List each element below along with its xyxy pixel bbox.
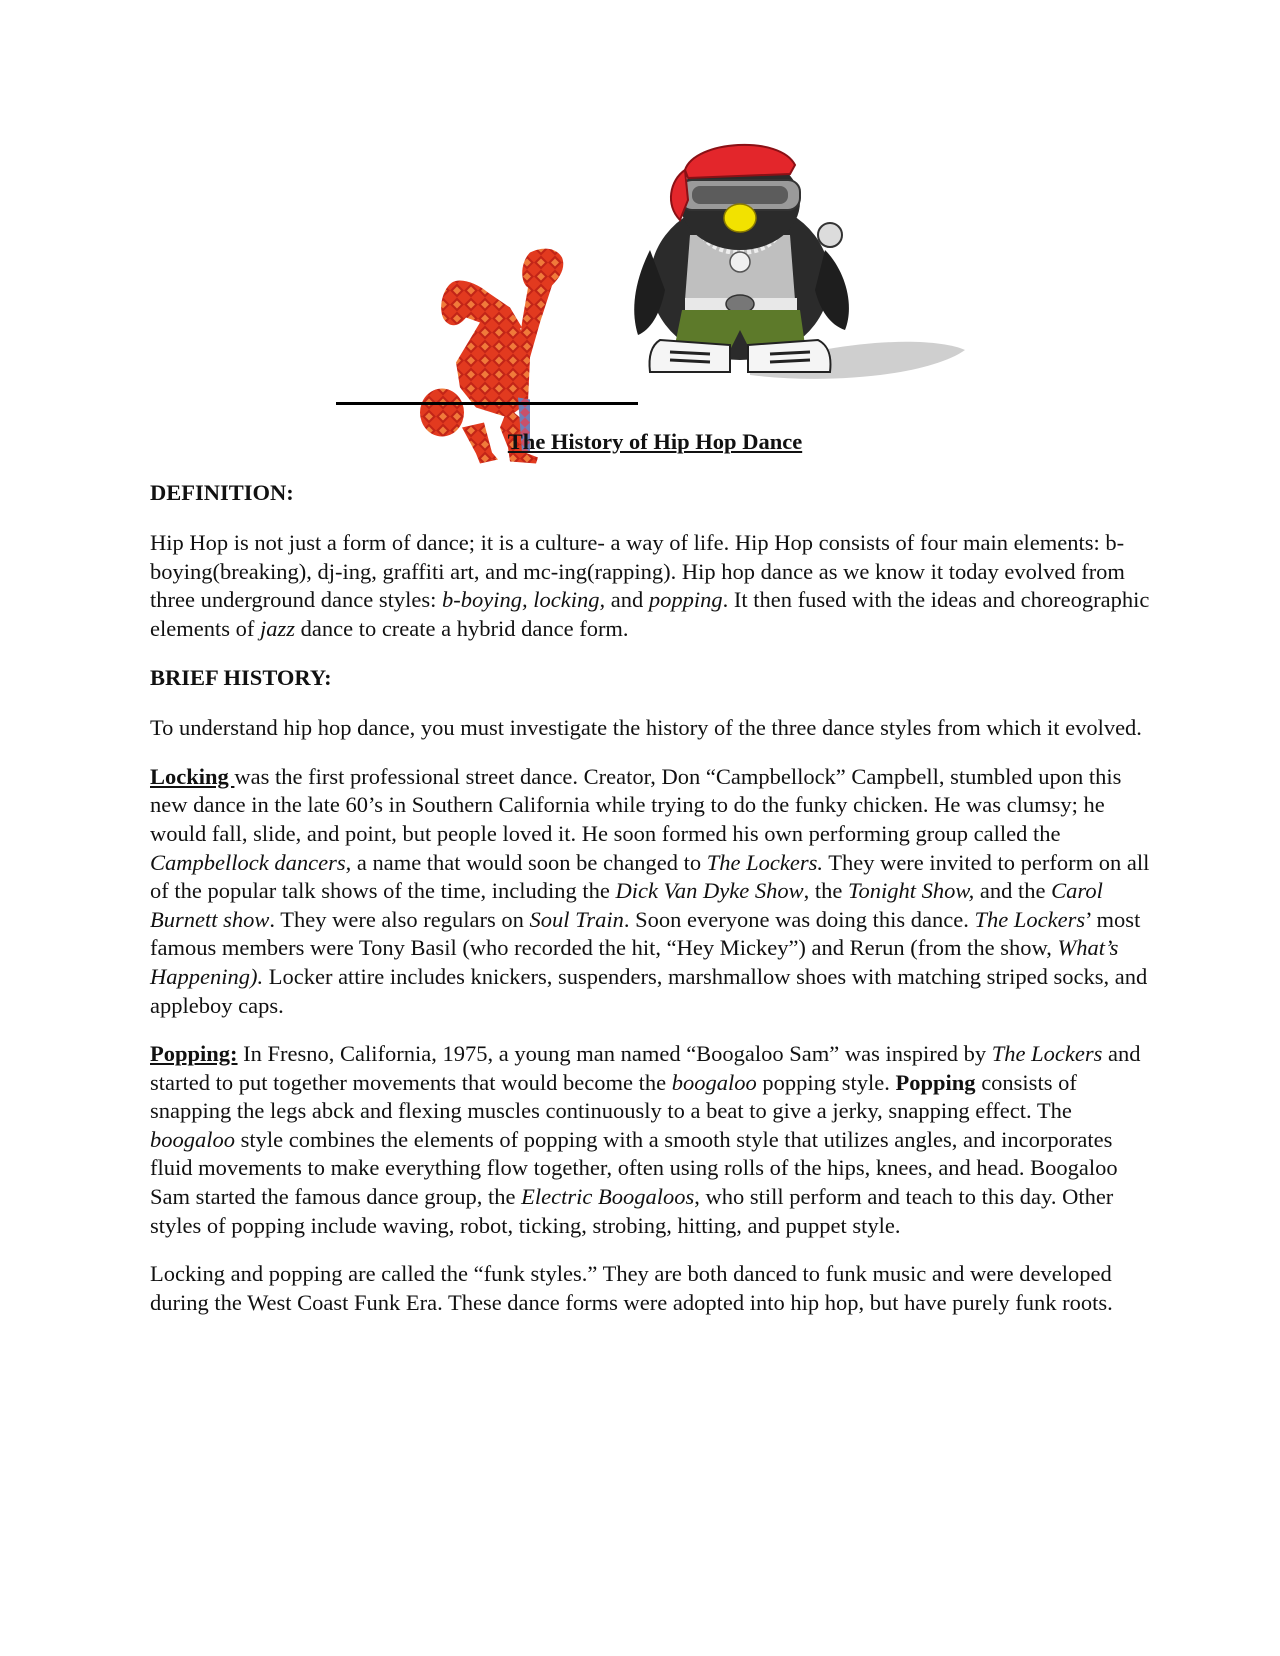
popping-paragraph: Popping: In Fresno, California, 1975, a young man named “Boogaloo Sam” was inspired by The Lockers and started to put together movements that would become the boogaloo popping style. Popping consists of snapping the legs abck and flexing muscles continuously to a beat to give a jerky, snapping effect. The boogaloo style combines the elements of popping with a smooth style that utilizes angles, and incorporates fluid movements to make everything flow together, often using rolls of the hips, knees, and head. Boogaloo Sam started the famous dance group, the Electric Boogaloos, who still perform and teach to this day. Other styles of popping include waving, robot, ticking, strobing, hitting, and puppet style. xyxy=(150,1041,1141,1238)
locking-lead: Locking xyxy=(150,763,235,789)
brief-history-heading: BRIEF HISTORY: xyxy=(150,664,332,690)
document-body xyxy=(150,428,1160,1337)
definition-paragraph: Hip Hop is not just a form of dance; it is a culture- a way of life. Hip Hop consists of four main elements: b-boying(breaking), dj-ing, graffiti art, and mc-ing(rapping). Hip hop dance as we know it today evolved from three underground dance styles: b-boying, locking, and popping. It then fused with the ideas and choreographic elements of jazz dance to create a hybrid dance form. xyxy=(150,530,1150,641)
hip-hop-penguin-clipart xyxy=(630,140,990,395)
funk-styles-paragraph: Locking and popping are called the “funk styles.” They are both danced to funk music and were developed during the West Coast Funk Era. These dance forms were adopted into hip hop, but have purely funk roots. xyxy=(150,1261,1113,1315)
document-title: The History of Hip Hop Dance xyxy=(507,429,803,454)
popping-lead: Popping: xyxy=(150,1041,238,1067)
separator-line xyxy=(336,402,638,405)
locking-paragraph: Locking was the first professional street dance. Creator, Don “Campbellock” Campbell, stumbled upon this new dance in the late 60’s in Southern California while trying to do the funky chicken. He was clumsy; he would fall, slide, and point, but people loved it. He soon formed his own performing group called the Campbellock dancers, a name that would soon be changed to The Lockers. They were invited to perform on all of the popular talk shows of the time, including the Dick Van Dyke Show, the Tonight Show, and the Carol Burnett show. They were also regulars on Soul Train. Soon everyone was doing this dance. The Lockers’ most famous members were Tony Basil (who recorded the hit, “Hey Mickey”) and Rerun (from the show, What’s Happening). Locker attire includes knickers, suspenders, marshmallow shoes with matching striped socks, and appleboy caps. xyxy=(150,763,1150,1018)
brief-history-intro: To understand hip hop dance, you must investigate the history of the three dance styles from which it evolved. xyxy=(150,715,1142,741)
header-illustrations xyxy=(330,140,990,420)
definition-heading: DEFINITION: xyxy=(150,479,294,505)
